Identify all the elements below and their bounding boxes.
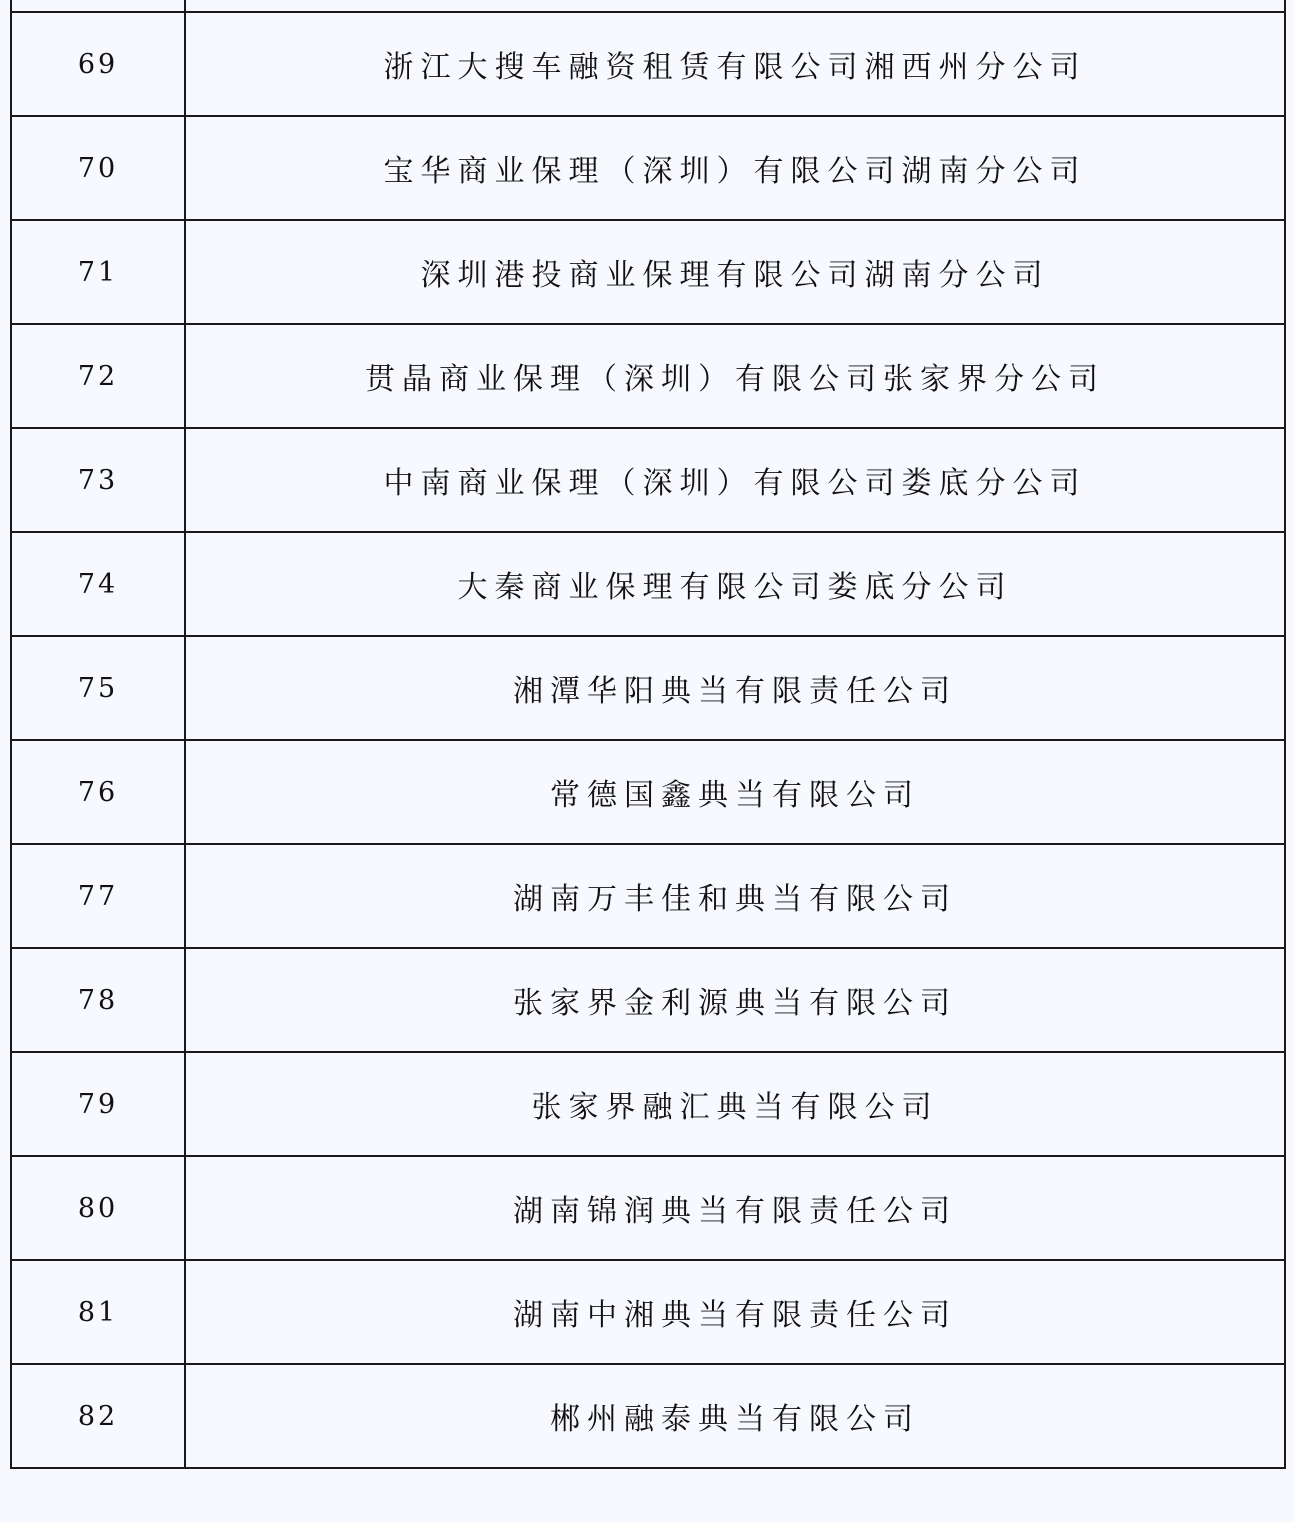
table-row: [11, 532, 1285, 636]
row-number: 78: [11, 948, 185, 1052]
company-table: [10, 0, 1286, 1469]
table-row: [11, 0, 1285, 12]
company-name: 浙江大搜车融资租赁有限公司湘西州分公司: [185, 12, 1285, 116]
table-row: [11, 116, 1285, 220]
company-name: 常德国鑫典当有限公司: [185, 740, 1285, 844]
company-name: 中南商业保理（深圳）有限公司娄底分公司: [185, 428, 1285, 532]
table-row: [11, 948, 1285, 1052]
company-name: 深圳港投商业保理有限公司湖南分公司: [185, 220, 1285, 324]
company-name: 张家界金利源典当有限公司: [185, 948, 1285, 1052]
row-number: 73: [11, 428, 185, 532]
row-number: [11, 0, 185, 12]
row-number: 80: [11, 1156, 185, 1260]
table-body: [11, 0, 1285, 1468]
row-number: 74: [11, 532, 185, 636]
table-row: [11, 636, 1285, 740]
table-row: [11, 1052, 1285, 1156]
company-name: 湖南锦润典当有限责任公司: [185, 1156, 1285, 1260]
company-name: 郴州融泰典当有限公司: [185, 1364, 1285, 1468]
row-number: 75: [11, 636, 185, 740]
row-number: 76: [11, 740, 185, 844]
company-name: 大秦商业保理有限公司娄底分公司: [185, 532, 1285, 636]
table-row: [11, 740, 1285, 844]
table-row: [11, 844, 1285, 948]
row-number: 70: [11, 116, 185, 220]
company-name: 张家界融汇典当有限公司: [185, 1052, 1285, 1156]
table-row: [11, 428, 1285, 532]
table-row: [11, 1260, 1285, 1364]
table-row: [11, 324, 1285, 428]
row-number: 77: [11, 844, 185, 948]
row-number: 81: [11, 1260, 185, 1364]
company-name: [185, 0, 1285, 12]
row-number: 72: [11, 324, 185, 428]
table-row: [11, 220, 1285, 324]
row-number: 79: [11, 1052, 185, 1156]
row-number: 71: [11, 220, 185, 324]
row-number: 82: [11, 1364, 185, 1468]
table-row: [11, 1156, 1285, 1260]
company-name: 湖南万丰佳和典当有限公司: [185, 844, 1285, 948]
row-number: 69: [11, 12, 185, 116]
table-row: [11, 12, 1285, 116]
table-row: [11, 1364, 1285, 1468]
company-name: 贯晶商业保理（深圳）有限公司张家界分公司: [185, 324, 1285, 428]
company-name: 湖南中湘典当有限责任公司: [185, 1260, 1285, 1364]
company-name: 湘潭华阳典当有限责任公司: [185, 636, 1285, 740]
company-name: 宝华商业保理（深圳）有限公司湖南分公司: [185, 116, 1285, 220]
